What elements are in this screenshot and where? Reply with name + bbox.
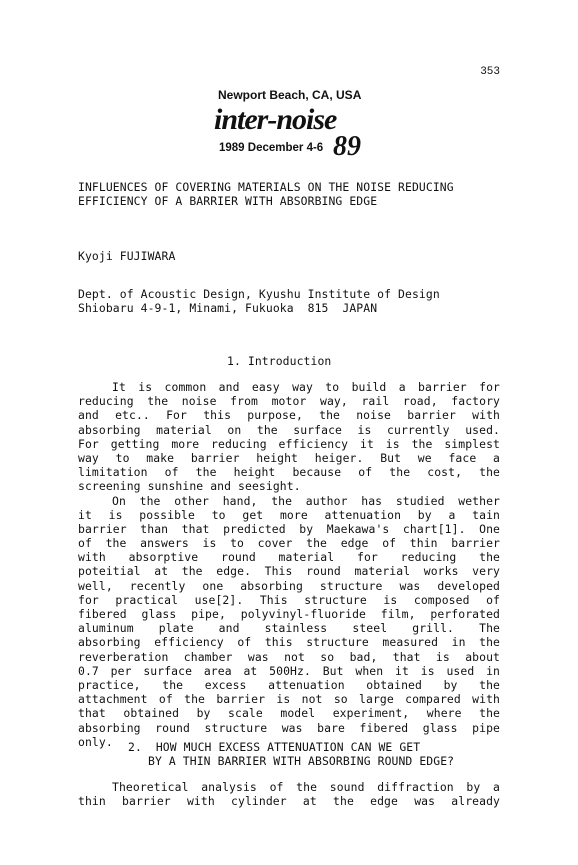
page-number: 353 [480,66,500,78]
text-line: reducing the noise from motor way, rail road, factory [78,394,500,409]
conference-date: 1989 December 4-6 [219,142,324,154]
paragraph [78,780,500,808]
text-line: it is possible to get more attenuation by a tain [78,507,500,522]
paragraph [78,494,500,749]
text-line: reverberation chamber was not so bad, that is about [78,649,500,664]
text-line: limitation of the height because of the cost, the [78,465,500,480]
text-line: It is common and easy way to build a barrier for [112,380,500,394]
conference-location: Newport Beach, CA, USA [218,88,362,102]
text-line: for practical use[2]. This structure is composed of [78,592,500,607]
text-line: Theoretical analysis of the sound diffraction by a [112,780,500,794]
text-line: well, recently one absorbing structure was developed [78,578,500,593]
text-line: barrier than that predicted by Maekawa's chart[1]. One [78,521,500,536]
affiliation-line: Dept. of Acoustic Design, Kyushu Institute of Design [78,287,440,301]
text-line: thin barrier with cylinder at the edge was already [78,794,500,809]
author-affiliation [78,287,508,315]
paper-title [78,180,508,208]
text-line: absorbing round structure was bare fibered glass pipe [78,720,500,735]
text-line: For getting more reducing efficiency it is the simplest [78,436,500,451]
text-line: way to make barrier height heiger. But we face a [78,450,500,465]
text-line: with absorptive round material for reducing the [78,550,500,565]
text-line: practice, the excess attenuation obtained by the [78,677,500,692]
text-line: attachment of the barrier is not so large compared with [78,692,500,707]
text-line: absorbing material on the surface is currently used. [78,422,500,437]
section-heading-line: 2. HOW MUCH EXCESS ATTENUATION CAN WE GET [128,740,421,754]
text-line: screening sunshine and seesight. [78,479,301,494]
text-line: that obtained by scale model experiment, where the [78,706,500,721]
text-line: of the answers is to cover the edge of thin barrier [78,536,500,551]
text-line: only. [78,734,113,749]
author-name: Kyoji FUJIWARA [78,249,176,263]
text-line: and etc.. For this purpose, the noise barrier with [78,408,500,423]
conference-logo: inter-noise [214,103,337,136]
text-line: poteitial at the edge. This round material works very [78,564,500,579]
text-line: fibered glass pipe, polyvinyl-fluoride film, perforated [78,607,500,621]
text-line: aluminum plate and stainless steel grill. The [78,621,500,636]
text-line: absorbing efficiency of this structure measured in the [78,635,500,650]
section-heading-introduction: 1. Introduction [227,354,332,368]
text-line: 0.7 per surface area at 500Hz. But when it is used in [78,663,500,678]
conference-year-badge: 89 [333,131,361,162]
section-body-introduction [78,380,500,749]
section-body-excess-attenuation [78,780,500,808]
paper-title-line: EFFICIENCY OF A BARRIER WITH ABSORBING EDGE [78,194,378,209]
paper-title-line: INFLUENCES OF COVERING MATERIALS ON THE NOISE REDUCING [78,180,454,194]
section-heading-line: BY A THIN BARRIER WITH ABSORBING ROUND EDGE? [148,754,455,769]
paragraph [78,380,500,494]
section-heading-excess-attenuation [128,740,454,768]
text-line: On the other hand, the author has studied wether [112,493,500,508]
affiliation-line: Shiobaru 4-9-1, Minami, Fukuoka 815 JAPAN [78,301,378,316]
